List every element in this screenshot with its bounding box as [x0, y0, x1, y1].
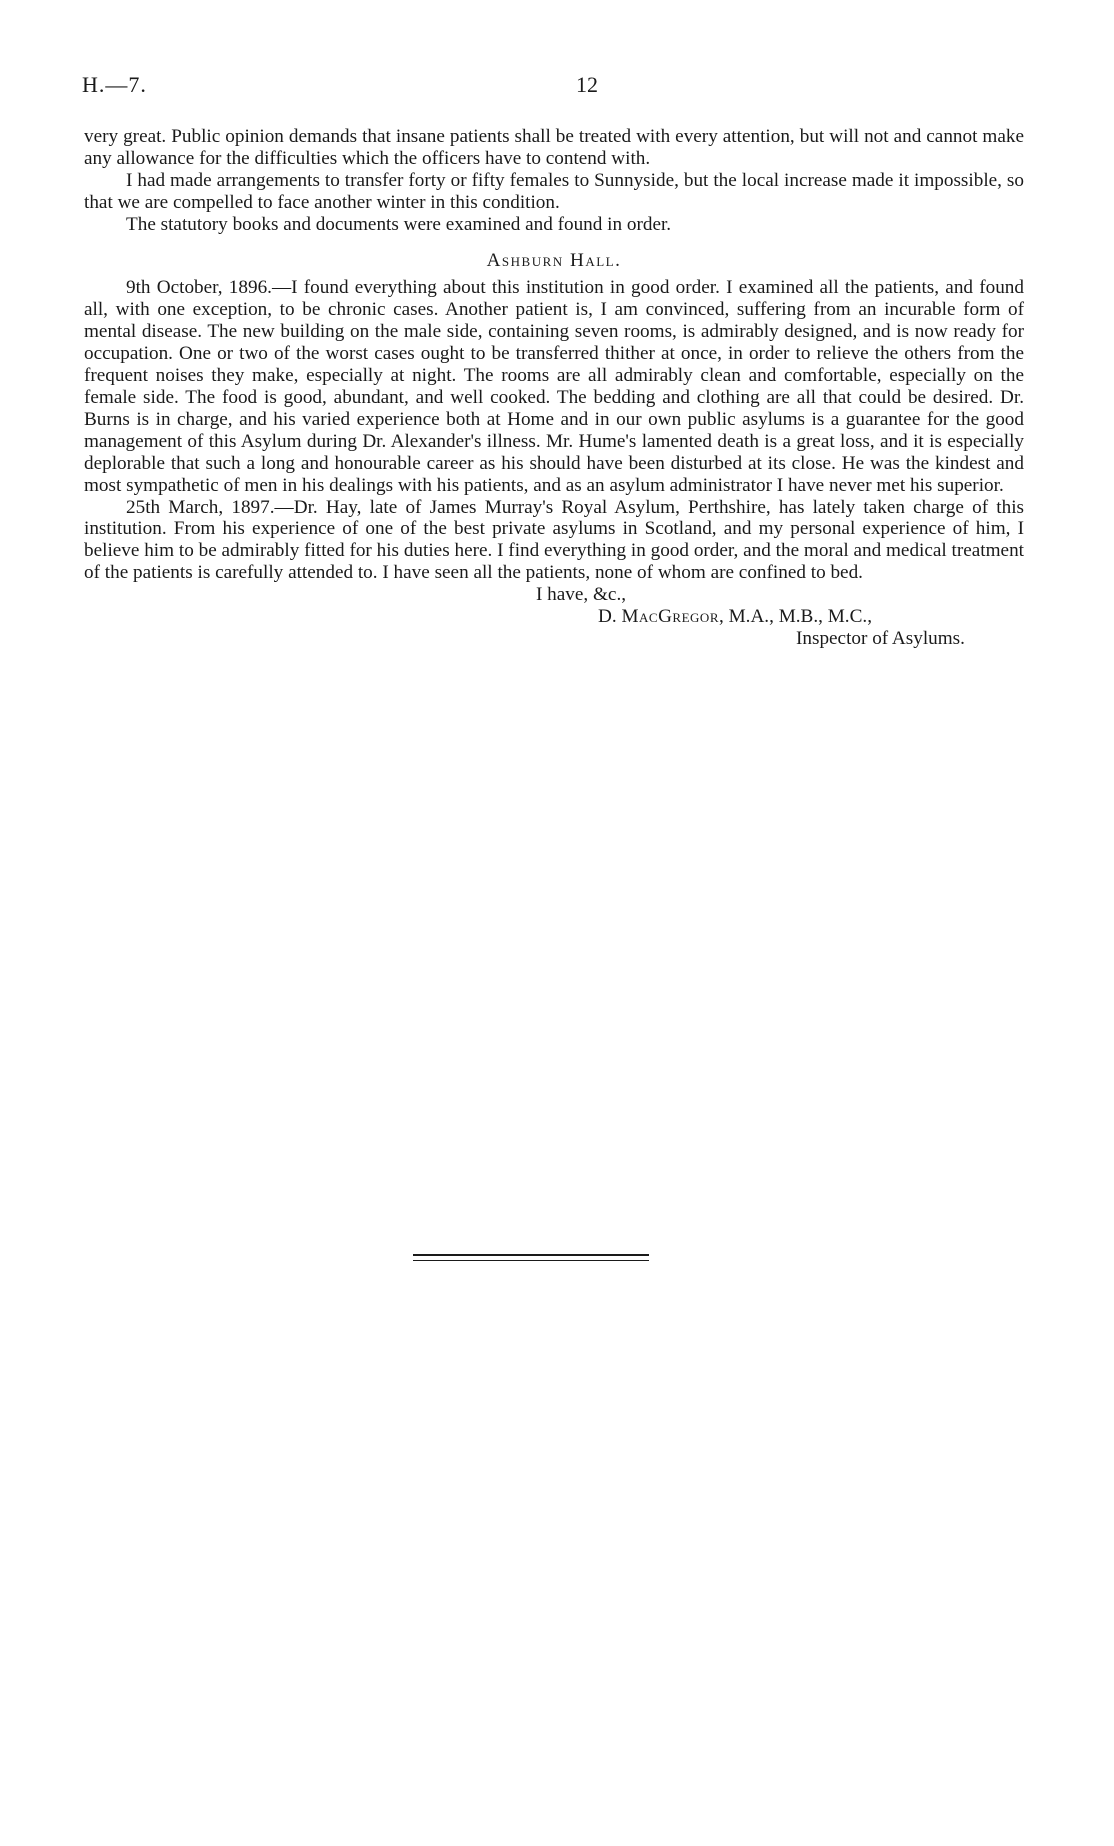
- signature-closing: I have, &c.,: [536, 584, 627, 606]
- paragraph-october-visit: 9th October, 1896.—I found everything about this institution in good order. I examined all the patients, and found all, with one exception, to be chronic cases. Another patient is, I am convinced, suffering from an incurable form of mental disease. The new building on the male side, containing seven rooms, is admirably designed, and is now ready for occupation. One or two of the worst cases ought to be transferred thither at once, in order to relieve the others from the frequent noises they make, especially at night. The rooms are all admirably clean and comfortable, especially on the female side. The food is good, abundant, and well cooked. The bedding and clothing are all that could be desired. Dr. Burns is in charge, and his varied experience both at Home and in our own public asylums is a guarantee for the good management of this Asylum during Dr. Alexander's illness. Mr. Hume's lamented death is a great loss, and it is especially deplorable that such a long and honourable career as his should have been disturbed at its close. He was the kindest and most sympathetic of men in his dealings with his patients, and as an asylum administrator I have never met his superior.: [84, 277, 1024, 496]
- signature-name: [84, 606, 1024, 628]
- report-body: [84, 126, 1024, 650]
- paragraph-transfer-arrangements: I had made arrangements to transfer forty or fifty females to Sunnyside, but the local increase made it impossible, so that we are compelled to face another winter in this condition.: [84, 169, 1024, 213]
- section-heading: Ashburn Hall.: [486, 249, 622, 271]
- end-rule: [413, 1254, 649, 1261]
- paragraph-statutory-books: The statutory books and documents were examined and found in order.: [126, 213, 672, 235]
- signature-title: Inspector of Asylums.: [796, 627, 965, 649]
- end-rule-thick: [413, 1254, 649, 1256]
- signature-block: [84, 584, 1024, 650]
- paragraph-continuation: very great. Public opinion demands that insane patients shall be treated with every attention, but will not and cannot make any allowance for the difficulties which the officers have to contend with.: [84, 126, 1024, 169]
- page-header: [82, 72, 1022, 102]
- signature-surname: MacGregor: [621, 606, 719, 628]
- end-rule-thin: [413, 1260, 649, 1261]
- document-reference: H.—7.: [82, 72, 147, 97]
- paragraph-march-visit: 25th March, 1897.—Dr. Hay, late of James Murray's Royal Asylum, Perthshire, has lately taken charge of this institution. From his experience of one of the best private asylums in Scotland, and my personal experience of him, I believe him to be admirably fitted for his duties here. I find everything in good order, and the moral and medical treatment of the patients is carefully attended to. I have seen all the patients, none of whom are confined to bed.: [84, 496, 1024, 584]
- page-number: 12: [576, 72, 598, 97]
- signature-initial: D.: [598, 606, 622, 628]
- signature-degrees: , M.A., M.B., M.C.,: [719, 606, 872, 628]
